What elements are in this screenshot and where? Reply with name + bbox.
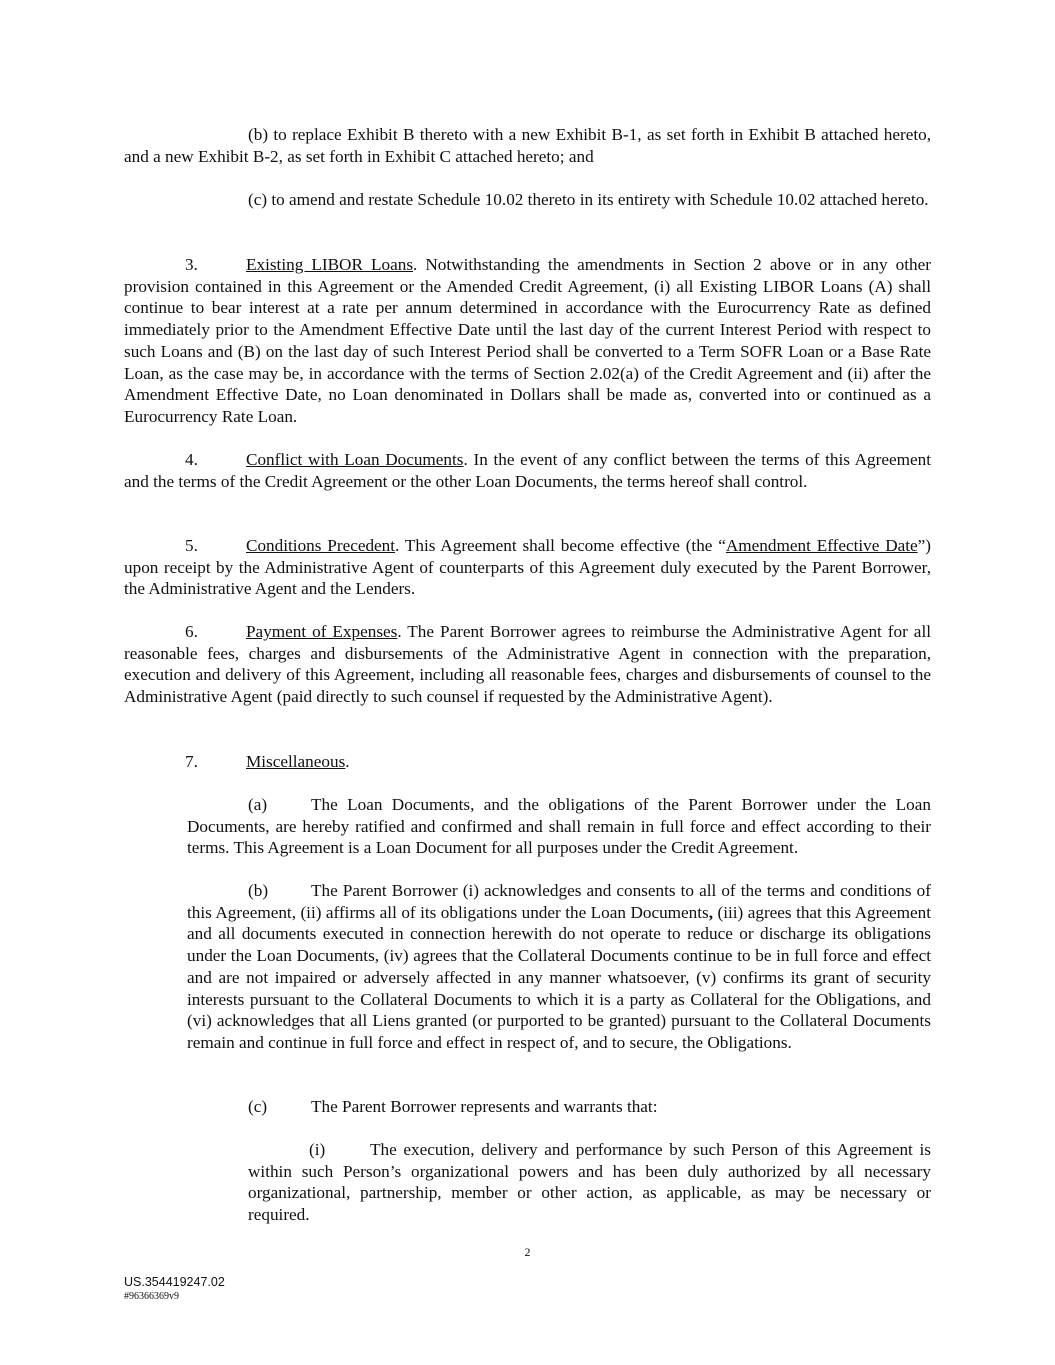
section-4-number: 4. — [185, 450, 198, 469]
footer-document-id: US.354419247.02 — [124, 1275, 225, 1289]
section-7-number: 7. — [185, 752, 198, 771]
footer-reference: #96366369v9 — [124, 1291, 179, 1302]
section-5-heading: Conditions Precedent — [246, 536, 396, 555]
section-4-body: . In the event of any conflict between the terms of this Agreement and the terms of the Credit Agreement or the other Loan Documents, the terms hereof shall control. — [124, 450, 931, 491]
section-7-end: . — [345, 752, 350, 771]
section-6 — [124, 621, 931, 708]
section-4 — [124, 449, 931, 492]
section-3-heading: Existing LIBOR Loans — [246, 255, 414, 274]
paragraph-b-text: (b) to replace Exhibit B thereto with a new Exhibit B-1, as set forth in Exhibit B attached hereto, and a new Exhibit B-2, as set forth in Exhibit C attached hereto; and — [124, 125, 931, 166]
section-7a — [187, 794, 931, 859]
amendment-effective-date-term: Amendment Effective Date — [725, 536, 918, 555]
section-6-heading: Payment of Expenses — [246, 622, 398, 641]
section-7b — [187, 880, 931, 1054]
section-7c-label: (c) — [248, 1097, 268, 1116]
section-7c — [187, 1096, 931, 1118]
section-7-heading: Miscellaneous — [246, 752, 346, 771]
section-7c-i-text: The execution, delivery and performance by such Person of this Agreement is within such Person’s organizational powers and has been duly authorized by all necessary organizational, partnership, member or other action, as applicable, as may be necessary or required. — [248, 1140, 931, 1225]
section-6-number: 6. — [185, 622, 198, 641]
section-7b-text-1: The Parent Borrower (i) acknowledges and consents to all of the terms and conditions of this Agreement, (ii) affirms all of its obligations under the Loan Documents — [187, 881, 931, 922]
section-5 — [124, 535, 931, 600]
section-5-body-2: ”) upon receipt by the Administrative Agent of counterparts of this Agreement duly executed by the Parent Borrower, the Administrative Agent and the Lenders. — [124, 536, 931, 599]
section-3 — [124, 254, 931, 428]
section-6-body: . The Parent Borrower agrees to reimburse the Administrative Agent for all reasonable fees, charges and disbursements of the Administrative Agent in connection with the preparation, execution and delivery of this Agreement, including all reasonable fees, charges and disbursements of counsel to the Administrative Agent (paid directly to such counsel if requested by the Administrative Agent). — [124, 622, 931, 707]
paragraph-c — [124, 189, 931, 211]
section-4-heading: Conflict with Loan Documents — [246, 450, 464, 469]
paragraph-b — [124, 124, 931, 167]
section-5-body-1: . This Agreement shall become effective (the “ — [395, 536, 726, 555]
section-7a-text: The Loan Documents, and the obligations of the Parent Borrower under the Loan Documents, are hereby ratified and confirmed and shall remain in full force and effect according to their terms. This Agreement is a Loan Document for all purposes under the Credit Agreement. — [187, 795, 931, 858]
section-7b-text-2: (iii) agrees that this Agreement and all documents executed in connection herewith do not operate to reduce or discharge its obligations under the Loan Documents, (iv) agrees that the Collateral Documents continue to be in full force and effect and are not impaired or adversely affected in any manner whatsoever, (v) confirms its grant of security interests pursuant to the Collateral Documents to which it is a party as Collateral for the Obligations, and (vi) acknowledges that all Liens granted (or purported to be granted) pursuant to the Collateral Documents remain and continue in full force and effect in respect of, and to secure, the Obligations. — [187, 902, 931, 1052]
section-7a-label: (a) — [248, 795, 268, 814]
section-7c-i-label: (i) — [309, 1140, 326, 1159]
section-7 — [124, 751, 931, 773]
section-7b-label: (b) — [248, 881, 269, 900]
section-5-number: 5. — [185, 536, 198, 555]
section-7c-text: The Parent Borrower represents and warrants that: — [311, 1097, 658, 1116]
paragraph-c-text: (c) to amend and restate Schedule 10.02 thereto in its entirety with Schedule 10.02 attached hereto. — [248, 190, 929, 209]
section-3-number: 3. — [185, 255, 198, 274]
section-7b-bold-comma: , — [708, 902, 714, 922]
section-7c-i — [248, 1139, 931, 1226]
section-3-body: . Notwithstanding the amendments in Section 2 above or in any other provision contained in this Agreement or the Amended Credit Agreement, (i) all Existing LIBOR Loans (A) shall continue to bear interest at a rate per annum determined in accordance with the Eurocurrency Rate as defined immediately prior to the Amendment Effective Date until the last day of the current Interest Period with respect to such Loans and (B) on the last day of such Interest Period shall be converted to a Term SOFR Loan or a Base Rate Loan, as the case may be, in accordance with the terms of Section 2.02(a) of the Credit Agreement and (ii) after the Amendment Effective Date, no Loan denominated in Dollars shall be made as, converted into or continued as a Eurocurrency Rate Loan. — [124, 255, 931, 426]
page-number: 2 — [524, 1245, 531, 1259]
